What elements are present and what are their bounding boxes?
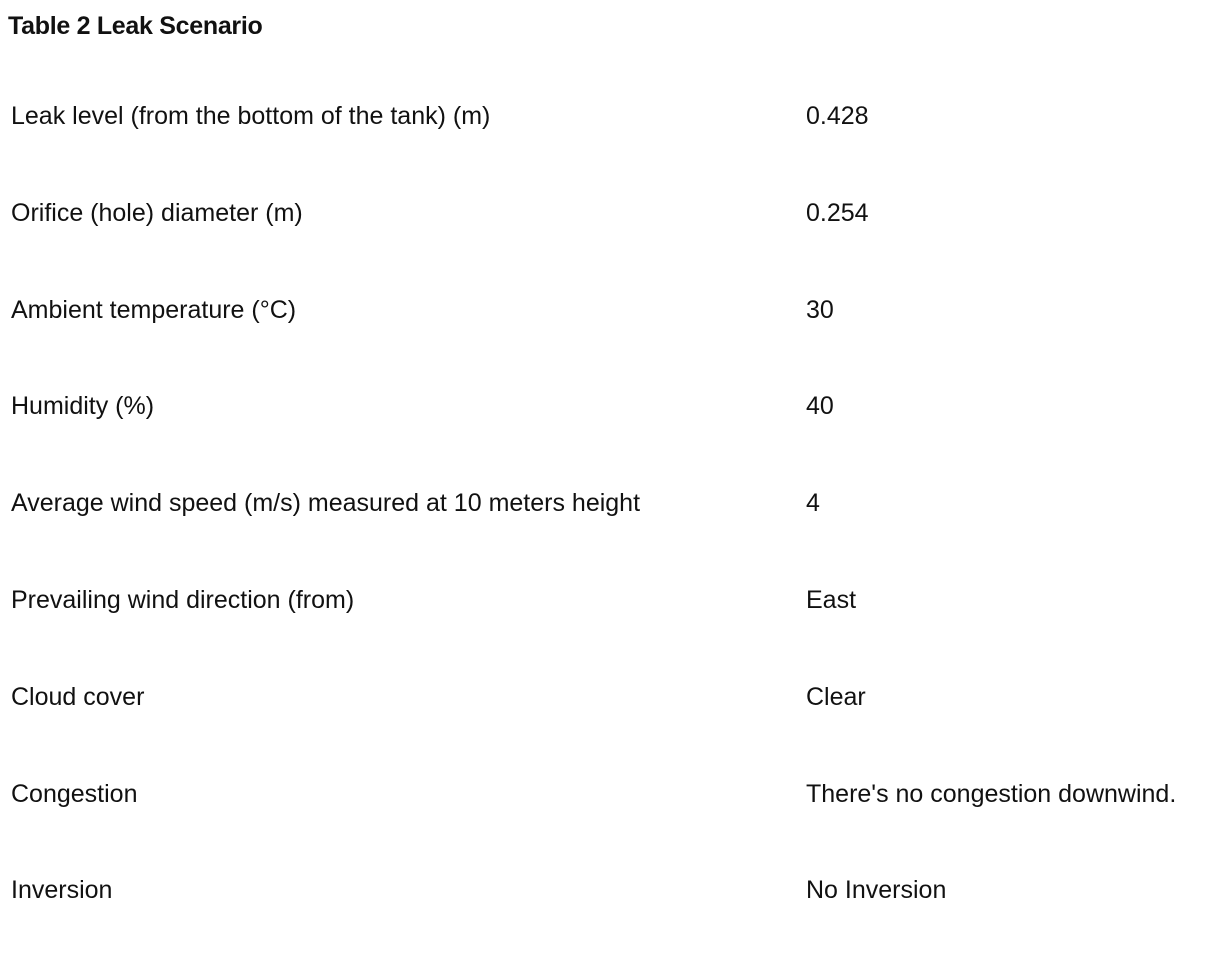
parameter-label: Average wind speed (m/s) measured at 10 meters height	[11, 489, 641, 518]
table-caption: Table 2 Leak Scenario	[8, 12, 263, 40]
parameter-value: 0.428	[806, 102, 869, 130]
parameter-label: Prevailing wind direction (from)	[11, 585, 355, 614]
table-row	[11, 871, 1224, 968]
table-row	[11, 291, 1224, 388]
parameter-label: Cloud cover	[11, 682, 145, 711]
parameter-value: Clear	[806, 682, 866, 711]
parameter-value: 30	[806, 295, 834, 324]
parameter-value: 0.254	[806, 198, 869, 227]
table-row	[11, 581, 1224, 678]
parameter-value: No Inversion	[806, 876, 947, 905]
table-row	[11, 97, 1224, 194]
table-row	[11, 484, 1224, 581]
parameter-label: Humidity (%)	[11, 392, 155, 421]
table-row	[11, 678, 1224, 775]
table-row	[11, 775, 1224, 872]
parameter-label: Ambient temperature (°C)	[11, 295, 297, 324]
parameter-value: 4	[806, 489, 820, 518]
parameter-value: East	[806, 585, 857, 614]
leak-scenario-table	[11, 97, 1224, 968]
parameter-label: Leak level (from the bottom of the tank) (m)	[11, 102, 491, 130]
table-row	[11, 387, 1224, 484]
parameter-label: Congestion	[11, 779, 138, 808]
table-row	[11, 194, 1224, 291]
parameter-value: There's no congestion downwind.	[806, 779, 1177, 808]
parameter-label: Inversion	[11, 876, 113, 905]
parameter-value: 40	[806, 392, 834, 421]
parameter-label: Orifice (hole) diameter (m)	[11, 198, 303, 227]
